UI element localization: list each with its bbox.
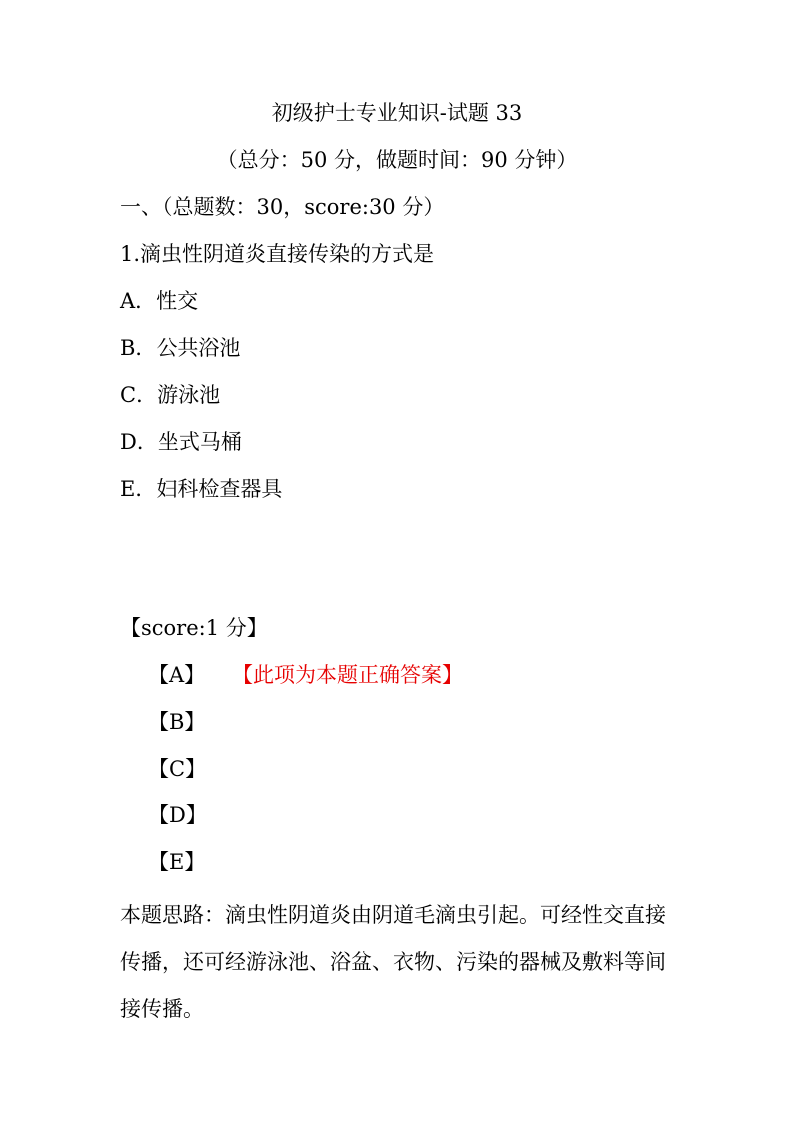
answer-choice: 【C】 <box>148 757 207 781</box>
answer-choice: 【D】 <box>148 803 207 827</box>
answer-row-e <box>148 848 205 876</box>
option-text: 游泳池 <box>157 383 221 407</box>
option-letter: C． <box>120 383 158 407</box>
score-label: 【score:1 分】 <box>120 616 268 640</box>
option-letter: A． <box>120 289 157 313</box>
section-header: 一、（总题数：30，score:30 分） <box>120 195 445 219</box>
option-e <box>120 475 282 503</box>
option-letter: D． <box>120 430 158 454</box>
answer-row-a <box>148 661 205 689</box>
option-text: 坐式马桶 <box>157 430 242 454</box>
option-text: 公共浴池 <box>156 336 241 360</box>
answer-choice: 【A】 <box>148 663 206 687</box>
answer-row-c <box>148 755 206 783</box>
document-subtitle: （总分：50 分，做题时间：90 分钟） <box>216 148 578 172</box>
question-stem: 1.滴虫性阴道炎直接传染的方式是 <box>120 242 435 266</box>
answer-row-b <box>148 708 205 736</box>
correct-answer-note: 【此项为本题正确答案】 <box>232 663 463 687</box>
document-title: 初级护士专业知识-试题 33 <box>271 101 523 125</box>
option-text: 性交 <box>156 289 199 313</box>
answer-explanation: 本题思路：滴虫性阴道炎由阴道毛滴虫引起。可经性交直接传播，还可经游泳池、浴盆、衣物、污染的器械及敷料等间接传播。 <box>120 903 666 1021</box>
answer-choice: 【B】 <box>148 710 206 734</box>
option-letter: E． <box>120 477 157 501</box>
option-c <box>120 381 220 409</box>
answer-row-d <box>148 801 207 829</box>
option-letter: B． <box>120 336 157 360</box>
option-d <box>120 428 242 456</box>
answer-choice: 【E】 <box>148 850 206 874</box>
option-a <box>120 287 198 315</box>
option-text: 妇科检查器具 <box>156 477 283 501</box>
option-b <box>120 334 240 362</box>
